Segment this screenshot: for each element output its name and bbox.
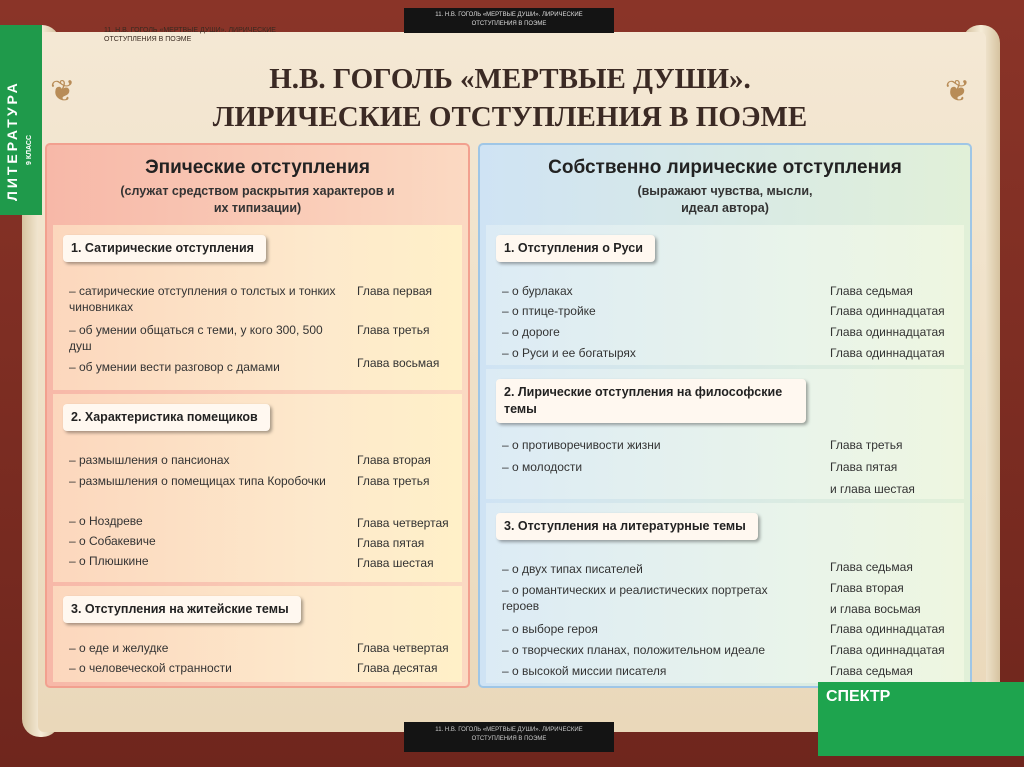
chapter-ref: Глава одиннадцатая	[830, 643, 945, 657]
chapter-ref: Глава третья	[357, 474, 430, 488]
small-header	[104, 26, 276, 44]
small-header-line-2: ОТСТУПЛЕНИЯ В ПОЭМЕ	[104, 36, 192, 43]
section-heading: 2. Лирические отступления на философские темы	[496, 379, 806, 423]
chapter-ref: Глава одиннадцатая	[830, 346, 945, 360]
section-heading: 3. Отступления на житейские темы	[63, 596, 301, 623]
chapter-ref: Глава третья	[357, 323, 430, 337]
chapter-ref: и глава шестая	[830, 482, 915, 496]
lyrical-title: Собственно лирические отступления	[548, 157, 902, 178]
chapter-ref: Глава седьмая	[830, 284, 913, 298]
list-item: – о Собакевиче	[69, 534, 156, 548]
list-item: – о выборе героя	[502, 622, 598, 636]
epic-section-landowners	[53, 394, 462, 582]
section-heading: 3. Отступления на литературные темы	[496, 513, 758, 540]
chapter-ref: Глава четвертая	[357, 516, 449, 530]
page-title	[100, 60, 920, 136]
bottom-caption	[404, 722, 614, 752]
top-caption-line-2: ОТСТУПЛЕНИЯ В ПОЭМЕ	[471, 21, 547, 27]
lyrical-digressions-panel	[478, 143, 972, 688]
lyrical-section-literary	[486, 503, 964, 683]
chapter-ref: Глава третья	[830, 438, 903, 452]
chapter-ref: Глава одиннадцатая	[830, 622, 945, 636]
list-item: – о двух типах писателей	[502, 562, 643, 576]
grade-label: 9 КЛАСС	[26, 134, 33, 165]
top-caption-line-1: 11. Н.В. ГОГОЛЬ «МЕРТВЫЕ ДУШИ». ЛИРИЧЕСКИЕ	[435, 12, 583, 18]
epic-subtitle-line-1: (служат средством раскрытия характеров и	[120, 184, 395, 198]
list-item: – размышления о пансионах	[69, 453, 230, 467]
chapter-ref: Глава одиннадцатая	[830, 304, 945, 318]
publisher-logo-text: СПЕКТР	[826, 688, 891, 705]
list-item: – о высокой миссии писателя	[502, 664, 667, 678]
chapter-ref: Глава вторая	[357, 453, 431, 467]
title-line-1: Н.В. ГОГОЛЬ «МЕРТВЫЕ ДУШИ».	[269, 63, 751, 95]
epic-subtitle-line-2: их типизации)	[213, 201, 302, 215]
lyrical-section-rus	[486, 225, 964, 365]
section-heading: 2. Характеристика помещиков	[63, 404, 270, 431]
epic-section-satirical	[53, 225, 462, 390]
lyrical-header	[480, 145, 970, 223]
list-item: – о птице-тройке	[502, 304, 596, 318]
subject-label: ЛИТЕРАТУРА	[4, 80, 20, 201]
list-item: – о Ноздреве	[69, 514, 143, 528]
chapter-ref: Глава одиннадцатая	[830, 325, 945, 339]
chapter-ref: Глава седьмая	[830, 560, 913, 574]
section-heading: 1. Отступления о Руси	[496, 235, 655, 262]
list-item: – сатирические отступления о толстых и тонких чиновниках	[69, 284, 336, 314]
chapter-ref: Глава первая	[357, 284, 433, 298]
chapter-ref: Глава десятая	[357, 661, 438, 675]
top-caption	[404, 8, 614, 33]
epic-header	[47, 145, 468, 223]
list-item: – об умении общаться с теми, у кого 300, 500 душ	[69, 323, 323, 353]
chapter-ref: Глава седьмая	[830, 664, 913, 678]
lyrical-subtitle-line-1: (выражают чувства, мысли,	[637, 184, 813, 198]
list-item: – размышления о помещицах типа Коробочки	[69, 474, 326, 488]
chapter-ref: Глава шестая	[357, 556, 434, 570]
list-item: – о бурлаках	[502, 284, 573, 298]
chapter-ref: Глава вторая	[830, 581, 904, 595]
epic-title: Эпические отступления	[145, 157, 370, 178]
list-item: – о еде и желудке	[69, 641, 169, 655]
list-item: – о молодости	[502, 460, 583, 474]
bottom-caption-line-1: 11. Н.В. ГОГОЛЬ «МЕРТВЫЕ ДУШИ». ЛИРИЧЕСКИЕ	[435, 727, 583, 733]
list-item: – о Руси и ее богатырях	[502, 346, 636, 360]
chapter-ref: Глава восьмая	[357, 356, 440, 370]
small-header-line-1: 11. Н.В. ГОГОЛЬ «МЕРТВЫЕ ДУШИ». ЛИРИЧЕСКИЕ	[104, 27, 276, 34]
list-item: – о человеческой странности	[69, 661, 232, 675]
epic-section-everyday	[53, 586, 462, 682]
list-item: – о противоречивости жизни	[502, 438, 661, 452]
list-item: – об умении вести разговор с дамами	[69, 360, 280, 374]
lyrical-section-philosophy	[486, 369, 964, 499]
epic-digressions-panel	[45, 143, 470, 688]
list-item: – о Плюшкине	[69, 554, 149, 568]
chapter-ref: Глава пятая	[830, 460, 898, 474]
title-line-2: ЛИРИЧЕСКИЕ ОТСТУПЛЕНИЯ В ПОЭМЕ	[212, 101, 808, 133]
lyrical-subtitle-line-2: идеал автора)	[681, 201, 769, 215]
ornament-right-icon: ❦	[944, 75, 970, 108]
list-item: – о творческих планах, положительном идеале	[502, 643, 766, 657]
ornament-left-icon: ❦	[50, 75, 76, 108]
chapter-ref: Глава четвертая	[357, 641, 449, 655]
chapter-ref: и глава восьмая	[830, 602, 921, 616]
list-item: – о дороге	[502, 325, 560, 339]
chapter-ref: Глава пятая	[357, 536, 425, 550]
bottom-caption-line-2: ОТСТУПЛЕНИЯ В ПОЭМЕ	[471, 736, 547, 742]
epic-subtitle	[47, 183, 468, 217]
subject-tab	[0, 25, 42, 215]
section-heading: 1. Сатирические отступления	[63, 235, 266, 262]
list-item: – о романтических и реалистических портретах героев	[502, 583, 768, 613]
lyrical-subtitle	[480, 183, 970, 217]
